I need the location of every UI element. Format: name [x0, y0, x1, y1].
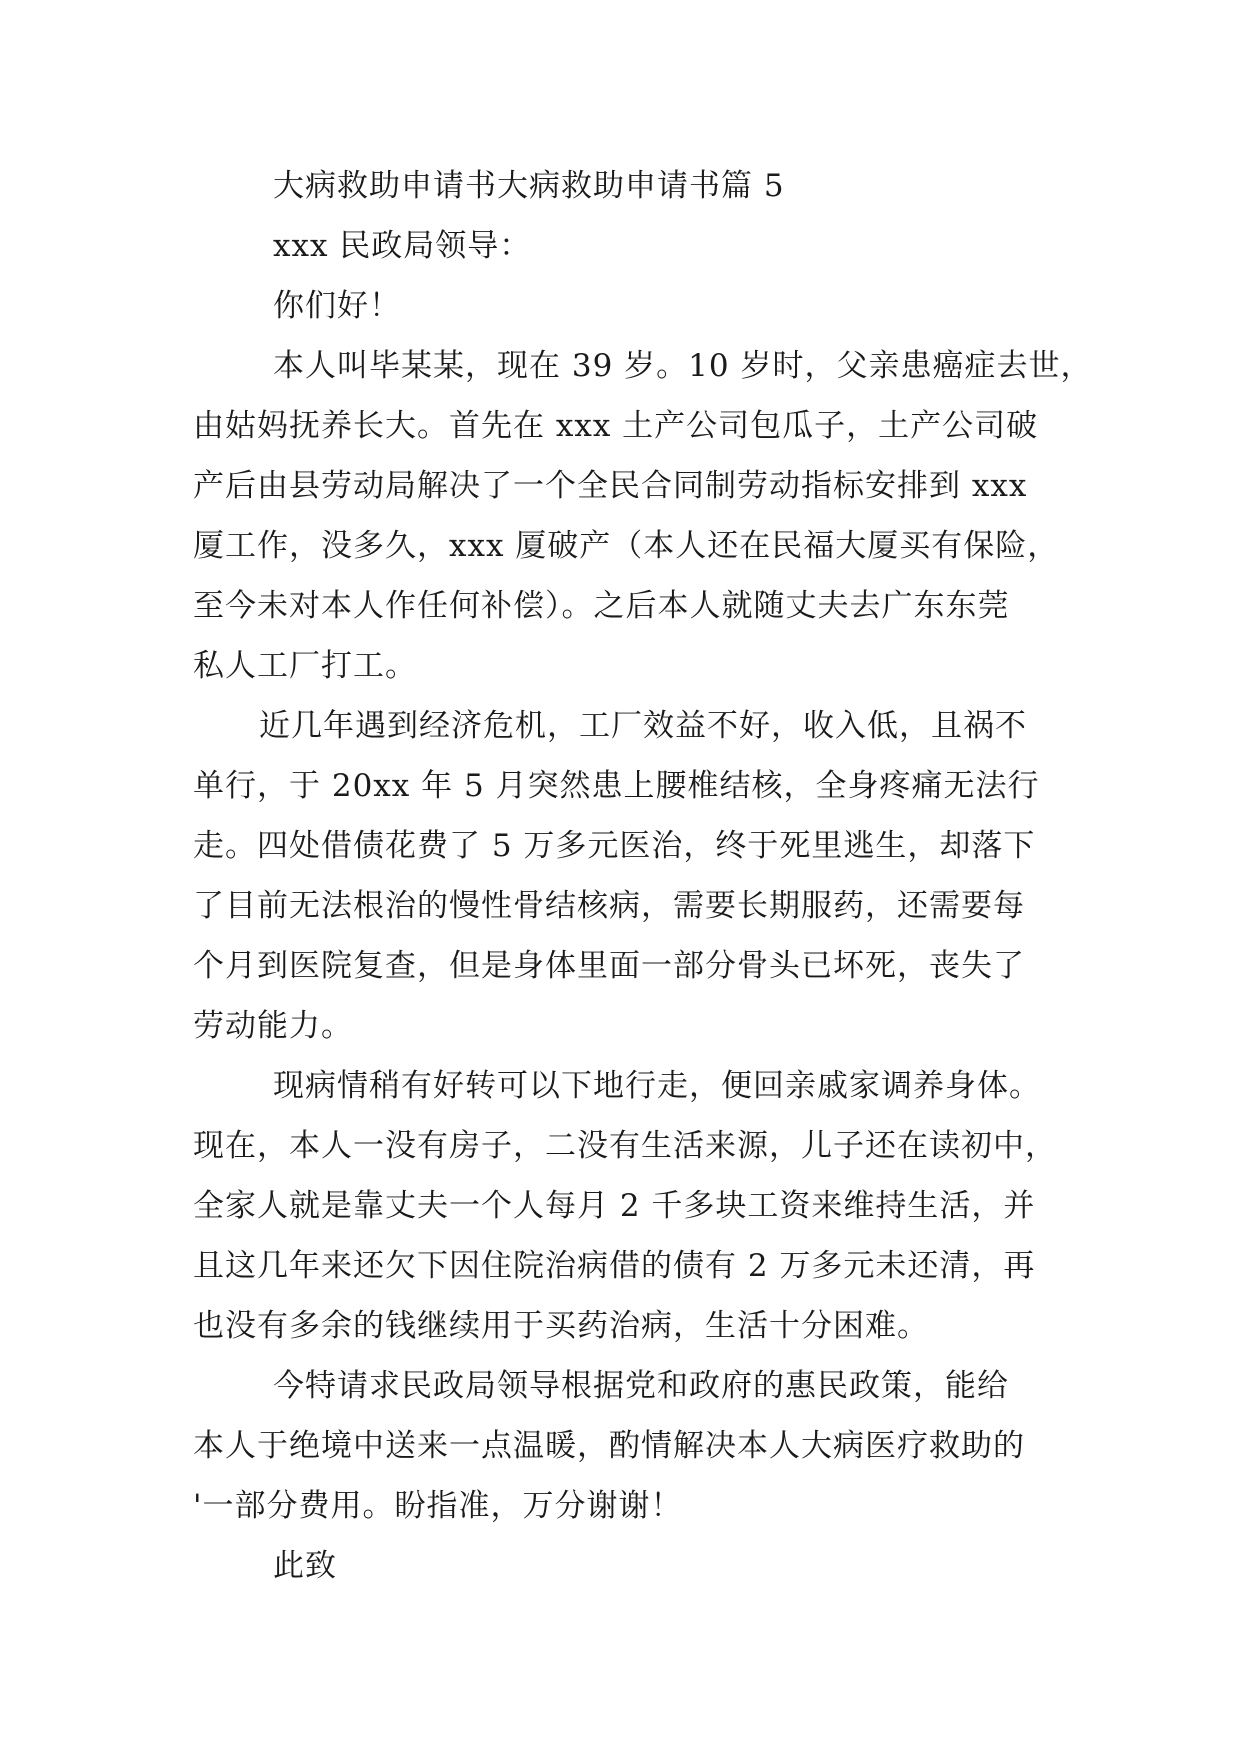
paragraph-4-line-2: 本人于绝境中送来一点温暖，酌情解决本人大病医疗救助的 [193, 1428, 1025, 1464]
paragraph-3-line-4: 且这几年来还欠下因住院治病借的债有 2 万多元未还清，再 [193, 1248, 1036, 1284]
paragraph-2-line-4: 了目前无法根治的慢性骨结核病，需要长期服药，还需要每 [193, 888, 1025, 924]
paragraph-2-line-2: 单行，于 20xx 年 5 月突然患上腰椎结核，全身疼痛无法行 [193, 768, 1040, 804]
paragraph-1-line-2: 由姑妈抚养长大。首先在 xxx 土产公司包瓜子，土产公司破 [193, 408, 1039, 444]
paragraph-1-line-4: 厦工作，没多久，xxx 厦破产（本人还在民福大厦买有保险， [193, 528, 1060, 564]
paragraph-2-line-5: 个月到医院复查，但是身体里面一部分骨头已坏死，丧失了 [193, 948, 1025, 984]
paragraph-2-line-6: 劳动能力。 [193, 1008, 353, 1044]
paragraph-3-line-1: 现病情稍有好转可以下地行走，便回亲戚家调养身体。 [273, 1068, 1041, 1104]
salutation: xxx 民政局领导： [273, 228, 532, 264]
paragraph-4-line-1: 今特请求民政局领导根据党和政府的惠民政策，能给 [273, 1368, 1009, 1404]
paragraph-1-line-3: 产后由县劳动局解决了一个全民合同制劳动指标安排到 xxx [193, 468, 1028, 504]
document-title: 大病救助申请书大病救助申请书篇 5 [273, 168, 785, 204]
paragraph-2-line-3: 走。四处借债花费了 5 万多元医治，终于死里逃生，却落下 [193, 828, 1036, 864]
paragraph-1-line-1: 本人叫毕某某，现在 39 岁。10 岁时，父亲患癌症去世， [273, 348, 1093, 384]
paragraph-3-line-2: 现在，本人一没有房子，二没有生活来源，儿子还在读初中， [193, 1128, 1057, 1164]
closing: 此致 [273, 1548, 337, 1584]
paragraph-2-line-1: 近几年遇到经济危机，工厂效益不好，收入低，且祸不 [259, 708, 1027, 744]
paragraph-3-line-5: 也没有多余的钱继续用于买药治病，生活十分困难。 [193, 1308, 929, 1344]
paragraph-3-line-3: 全家人就是靠丈夫一个人每月 2 千多块工资来维持生活，并 [193, 1188, 1036, 1224]
paragraph-1-line-6: 私人工厂打工。 [193, 648, 417, 684]
paragraph-4-line-3: '一部分费用。盼指准，万分谢谢！ [193, 1488, 683, 1524]
greeting: 你们好！ [273, 288, 401, 324]
paragraph-1-line-5: 至今未对本人作任何补偿）。之后本人就随丈夫去广东东莞 [193, 588, 1010, 624]
